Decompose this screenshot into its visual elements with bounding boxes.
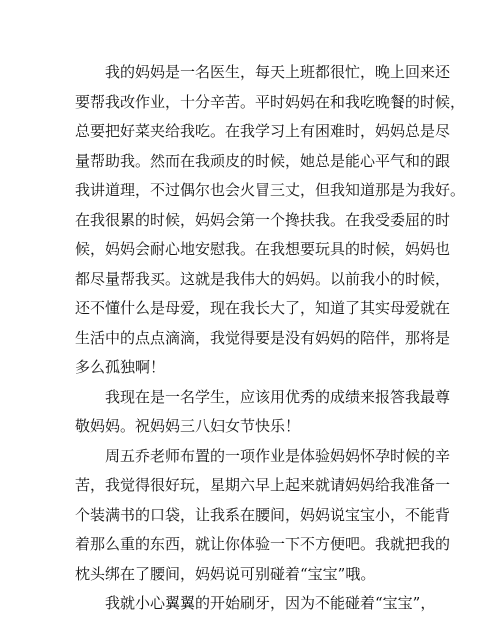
text-line: 我就小心翼翼的开始刷牙，因为不能碰着“宝宝”， — [105, 594, 436, 612]
text-line: 还不懂什么是母爱，现在我长大了，知道了其实母爱就在 — [75, 299, 451, 317]
essay-body — [75, 58, 466, 619]
text-line: 要帮我改作业，十分辛苦。平时妈妈在和我吃晚餐的时候， — [75, 92, 466, 111]
text-line: 个装满书的口袋，让我系在腰间，妈妈说宝宝小，不能背 — [75, 505, 451, 524]
text-line: 我的妈妈是一名医生，每天上班都很忙，晚上回来还 — [105, 63, 451, 81]
text-line: 在我很累的时候，妈妈会第一个搀扶我。在我受委屈的时 — [75, 210, 451, 229]
text-line: 枕头绑在了腰间，妈妈说可别碰着“宝宝”哦。 — [75, 564, 376, 583]
text-line: 总要把好菜夹给我吃。在我学习上有困难时，妈妈总是尽 — [75, 122, 451, 140]
text-line: 我讲道理，不过偶尔也会火冒三丈，但我知道那是为我好。 — [75, 181, 466, 199]
text-line: 候，妈妈会耐心地安慰我。在我想要玩具的时候，妈妈也 — [75, 240, 451, 258]
text-line: 量帮助我。然而在我顽皮的时候，她总是能心平气和的跟 — [75, 151, 451, 170]
text-line: 生活中的点点滴滴，我觉得要是没有妈妈的陪伴，那将是 — [75, 328, 451, 347]
text-line: 敬妈妈。祝妈妈三八妇女节快乐！ — [75, 417, 301, 435]
text-line: 着那么重的东西，就让你体验一下不方便吧。我就把我的 — [75, 535, 451, 553]
text-line: 周五乔老师布置的一项作业是体验妈妈怀孕时候的辛 — [105, 446, 451, 465]
text-line: 我现在是一名学生，应该用优秀的成绩来报答我最尊 — [105, 387, 451, 406]
text-line: 都尽量帮我买。这就是我伟大的妈妈。以前我小的时候， — [75, 269, 451, 288]
text-line: 多么孤独啊！ — [75, 358, 166, 376]
text-line: 苦，我觉得很好玩，星期六早上起来就请妈妈给我准备一 — [75, 476, 451, 494]
